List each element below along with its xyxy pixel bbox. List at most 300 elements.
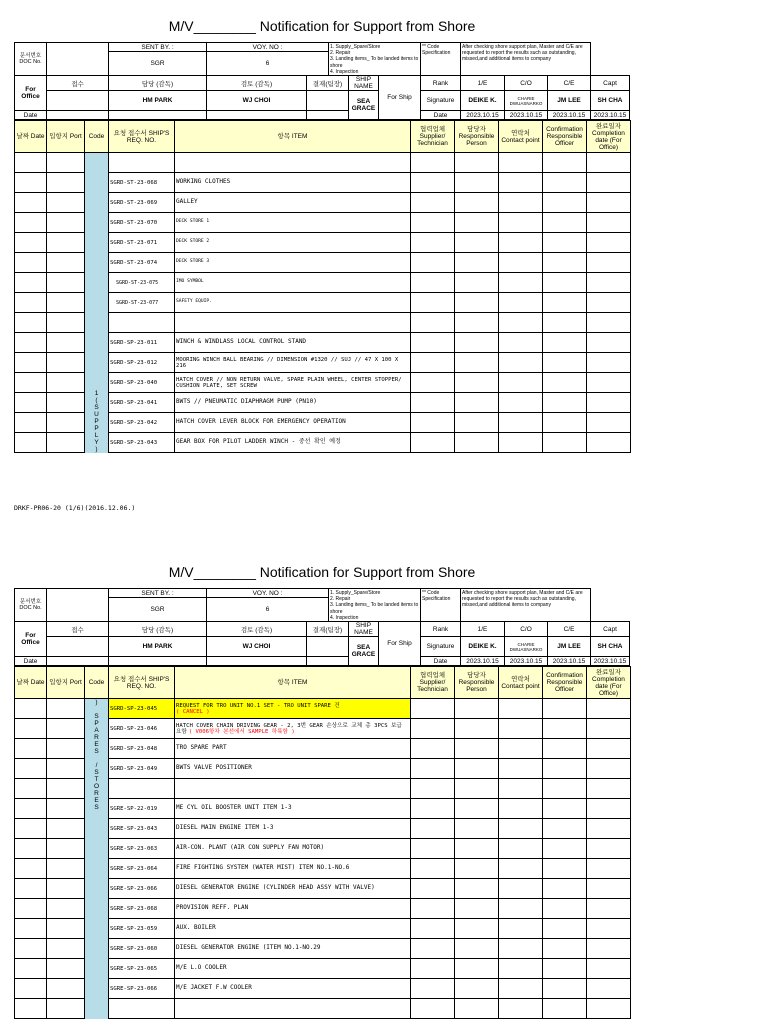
cell-responsible — [455, 413, 499, 433]
ship-name-label: SHIP NAME — [349, 76, 379, 91]
cell-req-no: SGRD-SP-23-045 — [109, 699, 175, 719]
cell-contact — [499, 739, 543, 759]
cell-responsible — [455, 719, 499, 739]
cell-contact — [499, 919, 543, 939]
cell-responsible — [455, 899, 499, 919]
cell-completion — [587, 899, 631, 919]
cell-completion — [587, 153, 631, 173]
cell-item — [175, 313, 411, 333]
cell-req-no: SGRD-ST-23-077 — [109, 293, 175, 313]
cell-confirmation — [543, 153, 587, 173]
cell-completion — [587, 193, 631, 213]
cell-contact — [499, 213, 543, 233]
cell-completion — [587, 699, 631, 719]
page-title: M/V________ Notification for Support from Shore — [168, 18, 476, 34]
item-text: DECK STORE 1 — [176, 219, 210, 225]
cell-completion — [587, 799, 631, 819]
cell-date — [15, 393, 47, 413]
cell-req-no: SGRD-SP-23-049 — [109, 759, 175, 779]
cell-responsible — [455, 393, 499, 413]
cell-completion — [587, 233, 631, 253]
cell-supplier — [411, 413, 455, 433]
cell-supplier — [411, 699, 455, 719]
code-vertical-label: ) S P A R E S / S T O R E S — [85, 699, 109, 1019]
cell-date — [15, 859, 47, 879]
cell-responsible — [455, 879, 499, 899]
col-code: Code — [85, 121, 109, 153]
cell-port — [47, 739, 85, 759]
cell-confirmation — [543, 819, 587, 839]
cell-req-no: SGRE-SP-23-065 — [109, 959, 175, 979]
cell-port — [47, 213, 85, 233]
col-req-no: 요청 접수서 SHIP'S REQ. NO. — [109, 121, 175, 153]
item-text: M/E L.O COOLER — [176, 964, 227, 972]
ship-name-label: SHIP NAME — [349, 622, 379, 637]
cell-responsible — [455, 433, 499, 453]
item-text: IMO SYMBOL — [176, 279, 204, 285]
cell-supplier — [411, 899, 455, 919]
cell-supplier — [411, 779, 455, 799]
cell-port — [47, 899, 85, 919]
type-3: 3. Landing items_ To be landed items to shore — [330, 56, 419, 69]
header-table: 문서번호 DOC No. SENT BY. : VOY. NO : 1. Supply_Spare/Store 2. Repair 3. Landing items_ To be landed items to shore 4. Inspection ** Code Specification After checking shore support plan, Master and C/E are requested to report the results such as outstanding, missed,and additional items to company SGR 6 For Office 접수 담당 (감독) 검토 (감독) 결재(팀장) SHIP NAME For Ship Rank 1/E C/O C/E Capt HM PARK WJ CHOI SEA GRACE Signature DEIKE K. CHARIE DWUASNARKO JM LEE SH CHA Date Date 2023.10.15 2023.10.15 2023.10.15 2023.10.15 — [14, 588, 630, 666]
sent-by-value: SGR — [109, 52, 207, 76]
item-text: DECK STORE 3 — [176, 259, 210, 265]
cell-date — [15, 413, 47, 433]
cell-responsible — [455, 193, 499, 213]
cell-item — [175, 919, 411, 939]
instruction-text: After checking shore support plan, Master and C/E are requested to report the results such as outstanding, missed,and additional items to company — [461, 589, 591, 622]
cell-item — [175, 233, 411, 253]
cell-item — [175, 739, 411, 759]
cell-port — [47, 839, 85, 859]
cell-date — [15, 779, 47, 799]
cell-responsible — [455, 273, 499, 293]
cell-date — [15, 759, 47, 779]
form-page-1 — [14, 14, 630, 453]
cell-port — [47, 173, 85, 193]
cell-completion — [587, 939, 631, 959]
cell-completion — [587, 919, 631, 939]
cell-port — [47, 393, 85, 413]
cell-req-no: SGRE-SP-23-066 — [109, 979, 175, 999]
cell-confirmation — [543, 293, 587, 313]
cell-completion — [587, 999, 631, 1019]
item-note: ( CANCEL ) — [176, 708, 210, 715]
cell-supplier — [411, 373, 455, 393]
cell-confirmation — [543, 173, 587, 193]
cell-supplier — [411, 213, 455, 233]
doc-no-label: 문서번호 DOC No. — [15, 43, 47, 76]
cell-supplier — [411, 799, 455, 819]
cell-req-no: SGRD-SP-23-041 — [109, 393, 175, 413]
cell-contact — [499, 999, 543, 1019]
type-1: 1. Supply_Spare/Store — [330, 44, 381, 50]
cell-supplier — [411, 739, 455, 759]
cell-req-no: SGRD-ST-23-070 — [109, 213, 175, 233]
cell-port — [47, 779, 85, 799]
cell-completion — [587, 859, 631, 879]
col-completion: 완료일자 Completion date (For Office) — [587, 667, 631, 699]
cell-date — [15, 999, 47, 1019]
cell-contact — [499, 819, 543, 839]
cell-date — [15, 919, 47, 939]
cell-date — [15, 373, 47, 393]
cell-item — [175, 799, 411, 819]
cell-port — [47, 859, 85, 879]
cell-date — [15, 273, 47, 293]
cell-completion — [587, 213, 631, 233]
cell-date — [15, 293, 47, 313]
cell-supplier — [411, 153, 455, 173]
item-text: GEAR BOX FOR PILOT LADDER WINCH - 중선 확인 예정 — [176, 438, 341, 446]
cell-item — [175, 253, 411, 273]
cell-confirmation — [543, 253, 587, 273]
cell-contact — [499, 719, 543, 739]
cell-confirmation — [543, 879, 587, 899]
cell-port — [47, 979, 85, 999]
cell-item — [175, 979, 411, 999]
cell-completion — [587, 433, 631, 453]
cell-responsible — [455, 939, 499, 959]
cell-supplier — [411, 273, 455, 293]
cell-supplier — [411, 919, 455, 939]
cell-port — [47, 433, 85, 453]
cell-req-no: SGRD-SP-23-046 — [109, 719, 175, 739]
cell-contact — [499, 879, 543, 899]
cell-req-no: SGRD-SP-23-040 — [109, 373, 175, 393]
cell-date — [15, 839, 47, 859]
cell-confirmation — [543, 979, 587, 999]
cell-supplier — [411, 979, 455, 999]
cell-confirmation — [543, 433, 587, 453]
cell-completion — [587, 273, 631, 293]
cell-completion — [587, 739, 631, 759]
cell-port — [47, 699, 85, 719]
cell-confirmation — [543, 373, 587, 393]
cell-contact — [499, 293, 543, 313]
cell-item — [175, 273, 411, 293]
cell-date — [15, 313, 47, 333]
doc-no-label: 문서번호 DOC No. — [15, 589, 47, 622]
cell-contact — [499, 393, 543, 413]
cell-responsible — [455, 759, 499, 779]
col-port: 입항지 Port — [47, 667, 85, 699]
cell-port — [47, 273, 85, 293]
cell-date — [15, 193, 47, 213]
cell-confirmation — [543, 739, 587, 759]
cell-req-no: SGRE-SP-23-059 — [109, 919, 175, 939]
cell-confirmation — [543, 779, 587, 799]
cell-confirmation — [543, 759, 587, 779]
cell-item — [175, 939, 411, 959]
cell-supplier — [411, 193, 455, 213]
cell-supplier — [411, 333, 455, 353]
cell-completion — [587, 759, 631, 779]
cell-date — [15, 899, 47, 919]
cell-req-no: SGRD-ST-23-074 — [109, 253, 175, 273]
cell-contact — [499, 373, 543, 393]
cell-contact — [499, 193, 543, 213]
cell-completion — [587, 293, 631, 313]
cell-confirmation — [543, 353, 587, 373]
cell-contact — [499, 759, 543, 779]
type-2: 2. Repair — [330, 596, 351, 603]
item-text: PROVISION REFF. PLAN — [176, 904, 249, 912]
cell-confirmation — [543, 799, 587, 819]
voy-no-label: VOY. NO : — [207, 43, 329, 52]
col-supplier: 협력업체 Supplier/ Technician — [411, 121, 455, 153]
cell-confirmation — [543, 413, 587, 433]
cell-contact — [499, 233, 543, 253]
cell-item — [175, 393, 411, 413]
type-4: 4. Inspection — [330, 68, 359, 75]
cell-responsible — [455, 959, 499, 979]
voy-no-value: 6 — [207, 598, 329, 622]
col-req-no: 요청 접수서 SHIP'S REQ. NO. — [109, 667, 175, 699]
cell-req-no: SGRE-SP-22-019 — [109, 799, 175, 819]
cell-date — [15, 353, 47, 373]
cell-req-no: SGRE-SP-23-043 — [109, 819, 175, 839]
cell-responsible — [455, 313, 499, 333]
cell-confirmation — [543, 213, 587, 233]
cell-req-no — [109, 999, 175, 1019]
cell-item — [175, 699, 411, 719]
table-row — [15, 153, 631, 173]
cell-completion — [587, 719, 631, 739]
col-date: 날짜 Date — [15, 121, 47, 153]
cell-completion — [587, 353, 631, 373]
cell-completion — [587, 779, 631, 799]
item-text: HATCH COVER CHAIN DRIVING GEAR - 2, 3번 GEAR 손상으로 교체 총 3PCS 보급 요함 — [176, 722, 402, 735]
cell-item — [175, 213, 411, 233]
cell-supplier — [411, 233, 455, 253]
cell-contact — [499, 273, 543, 293]
cell-confirmation — [543, 333, 587, 353]
item-text: WORKING CLOTHES — [176, 178, 231, 186]
cell-port — [47, 333, 85, 353]
type-3: 3. Landing items_ To be landed items to shore — [330, 602, 419, 615]
cell-date — [15, 879, 47, 899]
item-text: DIESEL GENERATOR ENGINE (ITEM NO.1-NO.29 — [176, 944, 321, 952]
item-text: DIESEL MAIN ENGINE ITEM 1-3 — [176, 824, 274, 832]
cell-port — [47, 353, 85, 373]
sent-by-label: SENT BY. : — [109, 589, 207, 598]
item-text: AUX. BOILER — [176, 924, 216, 932]
cell-supplier — [411, 759, 455, 779]
cell-item — [175, 859, 411, 879]
document-footer: DRKF-PR06-20 (1/6)(2016.12.06.) — [14, 504, 136, 512]
cell-completion — [587, 959, 631, 979]
cell-confirmation — [543, 313, 587, 333]
cell-contact — [499, 153, 543, 173]
cell-port — [47, 999, 85, 1019]
cell-item — [175, 153, 411, 173]
cell-req-no: SGRD-SP-23-043 — [109, 433, 175, 453]
cell-item — [175, 759, 411, 779]
cell-req-no: SGRD-ST-23-068 — [109, 173, 175, 193]
col-supplier: 협력업체 Supplier/ Technician — [411, 667, 455, 699]
type-4: 4. Inspection — [330, 614, 359, 621]
item-text: AIR-CON. PLANT (AIR CON SUPPLY FAN MOTOR) — [176, 844, 325, 852]
cell-completion — [587, 333, 631, 353]
cell-item — [175, 879, 411, 899]
cell-port — [47, 799, 85, 819]
for-office-label: For Office — [15, 622, 47, 657]
page-title: M/V________ Notification for Support from Shore — [168, 564, 476, 580]
col-confirmation: Confirmation Responsible Officer — [543, 121, 587, 153]
cell-responsible — [455, 173, 499, 193]
cell-responsible — [455, 819, 499, 839]
cell-req-no: SGRE-SP-23-064 — [109, 859, 175, 879]
cell-port — [47, 313, 85, 333]
code-spec: ** Code Specification — [421, 43, 461, 76]
cell-supplier — [411, 839, 455, 859]
cell-port — [47, 373, 85, 393]
for-office-label: For Office — [15, 76, 47, 111]
cell-date — [15, 153, 47, 173]
item-text: HATCH COVER // NON RETURN VALVE, SPARE PLAIN WHEEL, CENTER STOPPER/ CUSHION PLATE, SET SCREW — [176, 376, 402, 389]
cell-contact — [499, 799, 543, 819]
cell-supplier — [411, 859, 455, 879]
items-table — [14, 666, 631, 1019]
cell-port — [47, 959, 85, 979]
cell-contact — [499, 899, 543, 919]
cell-req-no: SGRE-SP-23-060 — [109, 939, 175, 959]
cell-item — [175, 899, 411, 919]
item-text: WINCH & WINDLASS LOCAL CONTROL STAND — [176, 338, 307, 346]
col-date: 날짜 Date — [15, 667, 47, 699]
cell-contact — [499, 413, 543, 433]
cell-completion — [587, 839, 631, 859]
cell-completion — [587, 979, 631, 999]
sent-by-value: SGR — [109, 598, 207, 622]
cell-req-no: SGRD-SP-23-011 — [109, 333, 175, 353]
cell-req-no — [109, 313, 175, 333]
cell-date — [15, 233, 47, 253]
cell-port — [47, 919, 85, 939]
cell-port — [47, 193, 85, 213]
voy-no-label: VOY. NO : — [207, 589, 329, 598]
cell-supplier — [411, 719, 455, 739]
cell-item — [175, 333, 411, 353]
cell-item — [175, 293, 411, 313]
cell-item — [175, 173, 411, 193]
cell-confirmation — [543, 393, 587, 413]
item-text: BWTS // PNEUMATIC DIAPHRAGM PUMP (PN10) — [176, 398, 317, 406]
cell-responsible — [455, 739, 499, 759]
cell-date — [15, 939, 47, 959]
cell-req-no: SGRD-SP-23-048 — [109, 739, 175, 759]
cell-confirmation — [543, 719, 587, 739]
cell-supplier — [411, 173, 455, 193]
cell-contact — [499, 959, 543, 979]
item-text: DECK STORE 2 — [176, 239, 210, 245]
cell-contact — [499, 979, 543, 999]
cell-responsible — [455, 839, 499, 859]
cell-port — [47, 413, 85, 433]
cell-date — [15, 699, 47, 719]
cell-responsible — [455, 253, 499, 273]
cell-responsible — [455, 213, 499, 233]
cell-port — [47, 253, 85, 273]
cell-supplier — [411, 819, 455, 839]
header-table: 문서번호 DOC No. SENT BY. : VOY. NO : 1. Supply_Spare/Store 2. Repair 3. Landing items_ To be landed items to shore 4. Inspection ** Code Specification After checking shore support plan, Master and C/E are requested to report the results such as outstanding, missed,and additional items to company SGR 6 For Office 접수 담당 (감독) 검토 (감독) 결재(팀장) SHIP NAME For Ship Rank 1/E C/O C/E Capt HM PARK WJ CHOI SEA GRACE Signature DEIKE K. CHARIE DWUASNARKO JM LEE SH CHA Date Date 2023.10.15 2023.10.15 2023.10.15 2023.10.15 — [14, 42, 630, 120]
item-text: GALLEY — [176, 198, 198, 206]
cell-supplier — [411, 353, 455, 373]
type-1: 1. Supply_Spare/Store — [330, 590, 381, 596]
col-contact: 연락처 Contact point — [499, 121, 543, 153]
ship-name-value: SEA GRACE — [349, 637, 379, 666]
cell-confirmation — [543, 999, 587, 1019]
col-code: Code — [85, 667, 109, 699]
item-text: TRO SPARE PART — [176, 744, 227, 752]
cell-contact — [499, 433, 543, 453]
item-text: M/E JACKET F.W COOLER — [176, 984, 252, 992]
cell-date — [15, 213, 47, 233]
cell-item — [175, 959, 411, 979]
cell-date — [15, 253, 47, 273]
cell-completion — [587, 819, 631, 839]
cell-confirmation — [543, 193, 587, 213]
item-text: ME CYL OIL BOOSTER UNIT ITEM 1-3 — [176, 804, 292, 812]
cell-supplier — [411, 959, 455, 979]
cell-completion — [587, 253, 631, 273]
col-responsible: 담당자 Responsible Person — [455, 121, 499, 153]
cell-supplier — [411, 939, 455, 959]
cell-supplier — [411, 879, 455, 899]
cell-date — [15, 173, 47, 193]
cell-responsible — [455, 979, 499, 999]
col-responsible: 담당자 Responsible Person — [455, 667, 499, 699]
item-text: REQUEST FOR TRO UNIT NO.1 SET - TRO UNIT SPARE 건 — [176, 702, 340, 709]
cell-item — [175, 193, 411, 213]
type-2: 2. Repair — [330, 50, 351, 57]
cell-responsible — [455, 779, 499, 799]
cell-supplier — [411, 999, 455, 1019]
cell-contact — [499, 699, 543, 719]
cell-req-no: SGRE-SP-23-063 — [109, 839, 175, 859]
cell-responsible — [455, 699, 499, 719]
cell-item — [175, 413, 411, 433]
cell-port — [47, 153, 85, 173]
cell-port — [47, 293, 85, 313]
cell-req-no: SGRD-ST-23-075 — [109, 273, 175, 293]
col-item: 항목 ITEM — [175, 667, 411, 699]
cell-responsible — [455, 373, 499, 393]
cell-completion — [587, 313, 631, 333]
cell-supplier — [411, 313, 455, 333]
item-text: BWTS VALVE POSITIONER — [176, 764, 252, 772]
item-text: SAFETY EQUIP. — [176, 299, 212, 305]
code-spec: ** Code Specification — [421, 589, 461, 622]
cell-contact — [499, 779, 543, 799]
cell-supplier — [411, 293, 455, 313]
table-row — [15, 699, 631, 719]
cell-req-no: SGRD-ST-23-069 — [109, 193, 175, 213]
cell-item — [175, 719, 411, 739]
cell-completion — [587, 879, 631, 899]
cell-date — [15, 433, 47, 453]
cell-port — [47, 759, 85, 779]
cell-item — [175, 433, 411, 453]
cell-contact — [499, 939, 543, 959]
cell-req-no: SGRD-SP-23-042 — [109, 413, 175, 433]
sent-by-label: SENT BY. : — [109, 43, 207, 52]
cell-contact — [499, 333, 543, 353]
cell-completion — [587, 413, 631, 433]
cell-responsible — [455, 919, 499, 939]
